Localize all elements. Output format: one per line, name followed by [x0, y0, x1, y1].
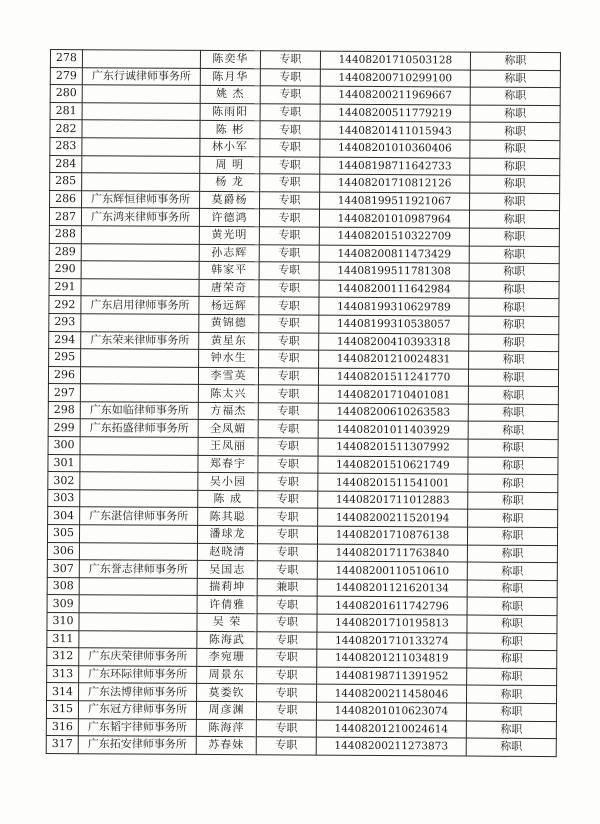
row-number: 309: [47, 595, 79, 613]
license-number: 14408200110510610: [317, 561, 467, 580]
assessment-result: 称职: [468, 509, 558, 527]
employment-type: 专职: [259, 297, 319, 315]
employment-type: 专职: [259, 280, 319, 298]
law-firm-name: [81, 226, 199, 244]
license-number: 14408200710299100: [320, 69, 470, 88]
employment-type: 兼职: [257, 579, 317, 597]
lawyer-name: 钟水生: [199, 350, 259, 368]
row-number: 314: [47, 683, 79, 701]
assessment-result: 称职: [467, 527, 557, 545]
license-number: 14408201211034819: [317, 649, 467, 668]
license-number: 14408199511781308: [319, 262, 469, 281]
license-number: 14408198711391952: [317, 667, 467, 686]
license-number: 14408201121620134: [317, 579, 467, 598]
law-firm-name: [81, 314, 199, 332]
lawyer-name: 赵晓清: [197, 543, 257, 561]
assessment-result: 称职: [467, 615, 557, 633]
row-number: 299: [48, 419, 80, 437]
license-number: 14408201010623074: [316, 702, 466, 721]
law-firm-name: 广东荣来律师事务所: [81, 331, 199, 349]
lawyer-name: 陈月华: [200, 68, 260, 86]
license-number: 14408198711642733: [320, 157, 470, 176]
employment-type: 专职: [257, 614, 317, 632]
assessment-result: 称职: [469, 281, 559, 299]
assessment-result: 称职: [467, 685, 557, 703]
row-number: 278: [50, 50, 82, 68]
employment-type: 专职: [258, 473, 318, 491]
license-number: 14408201510322709: [319, 227, 469, 246]
license-number: 14408200211969667: [320, 86, 470, 105]
license-number: 14408201710876138: [317, 526, 467, 545]
lawyer-name: 孙志辉: [199, 244, 259, 262]
row-number: 304: [48, 507, 80, 525]
row-number: 307: [47, 560, 79, 578]
row-number: 297: [48, 384, 80, 402]
employment-type: 专职: [258, 491, 318, 509]
employment-type: 专职: [256, 719, 316, 737]
row-number: 298: [48, 401, 80, 419]
license-number: 14408200511779219: [320, 104, 470, 123]
law-firm-name: [79, 613, 197, 631]
assessment-result: 称职: [469, 316, 559, 334]
law-firm-name: [79, 595, 197, 613]
row-number: 301: [48, 454, 80, 472]
law-firm-name: [81, 349, 199, 367]
lawyer-name: 莫爵杨: [200, 191, 260, 209]
law-firm-name: [80, 366, 198, 384]
lawyer-name: 揣莉坤: [197, 578, 257, 596]
table-body: [46, 50, 560, 757]
assessment-result: 称职: [468, 404, 558, 422]
lawyer-name: 陈海武: [197, 631, 257, 649]
law-firm-name: [82, 102, 200, 120]
assessment-result: 称职: [468, 369, 558, 387]
employment-type: 专职: [257, 526, 317, 544]
assessment-result: 称职: [470, 140, 560, 158]
license-number: 14408200610263583: [318, 403, 468, 422]
lawyer-roster-sheet: [46, 49, 561, 757]
assessment-result: 称职: [469, 298, 559, 316]
employment-type: 专职: [260, 68, 320, 86]
law-firm-name: 广东启用律师事务所: [81, 296, 199, 314]
row-number: 282: [50, 120, 82, 138]
row-number: 310: [47, 612, 79, 630]
employment-type: 专职: [257, 543, 317, 561]
lawyer-name: 韩家平: [199, 262, 259, 280]
employment-type: 专职: [257, 561, 317, 579]
law-firm-name: [79, 578, 197, 596]
employment-type: 专职: [258, 367, 318, 385]
assessment-result: 称职: [470, 105, 560, 123]
assessment-result: 称职: [469, 228, 559, 246]
license-number: 14408201010987964: [319, 209, 469, 228]
employment-type: 专职: [259, 209, 319, 227]
law-firm-name: 广东行诚律师事务所: [82, 67, 200, 85]
employment-type: 专职: [257, 649, 317, 667]
row-number: 302: [48, 472, 80, 490]
license-number: 14408201511307992: [318, 438, 468, 457]
employment-type: 专职: [256, 737, 316, 755]
assessment-result: 称职: [468, 439, 558, 457]
assessment-result: 称职: [468, 474, 558, 492]
law-firm-name: 广东环际律师事务所: [79, 665, 197, 683]
assessment-result: 称职: [467, 580, 557, 598]
license-number: 14408200211273873: [316, 737, 466, 756]
law-firm-name: 广东辉恒律师事务所: [82, 190, 200, 208]
license-number: 14408199310629789: [319, 297, 469, 316]
law-firm-name: [80, 384, 198, 402]
row-number: 295: [49, 349, 81, 367]
license-number: 14408200211458046: [317, 685, 467, 704]
assessment-result: 称职: [468, 386, 558, 404]
law-firm-name: [81, 243, 199, 261]
employment-type: 专职: [260, 174, 320, 192]
lawyer-name: 李宛珊: [197, 649, 257, 667]
law-firm-name: 广东拓盛律师事务所: [80, 419, 198, 437]
license-number: 14408200811473429: [319, 245, 469, 264]
license-number: 14408201511541001: [318, 473, 468, 492]
law-firm-name: [82, 173, 200, 191]
row-number: 290: [49, 261, 81, 279]
law-firm-name: [82, 50, 200, 68]
license-number: 14408201411015943: [320, 122, 470, 141]
row-number: 293: [49, 313, 81, 331]
lawyer-name: 吴小园: [198, 473, 258, 491]
employment-type: 专职: [257, 596, 317, 614]
assessment-result: 称职: [466, 721, 556, 739]
lawyer-name: 黄星东: [199, 332, 259, 350]
employment-type: 专职: [259, 244, 319, 262]
law-firm-name: [80, 437, 198, 455]
lawyer-name: 杨 龙: [200, 174, 260, 192]
law-firm-name: [80, 472, 198, 490]
license-number: 14408199310538057: [319, 315, 469, 334]
row-number: 288: [49, 225, 81, 243]
row-number: 287: [49, 208, 81, 226]
lawyer-name: 潘球龙: [197, 525, 257, 543]
assessment-result: 称职: [470, 175, 560, 193]
row-number: 296: [48, 366, 80, 384]
employment-type: 专职: [260, 121, 320, 139]
row-number: 305: [47, 525, 79, 543]
lawyer-name: 黄锦德: [199, 314, 259, 332]
law-firm-name: [79, 525, 197, 543]
lawyer-name: 吴国志: [197, 561, 257, 579]
assessment-result: 称职: [467, 668, 557, 686]
license-number: 14408201011403929: [318, 421, 468, 440]
assessment-result: 称职: [470, 158, 560, 176]
law-firm-name: [79, 542, 197, 560]
row-number: 286: [50, 190, 82, 208]
employment-type: 专职: [260, 192, 320, 210]
lawyer-name: 全凤媚: [198, 420, 258, 438]
law-firm-name: 广东如临律师事务所: [80, 402, 198, 420]
employment-type: 专职: [260, 104, 320, 122]
employment-type: 专职: [259, 262, 319, 280]
lawyer-name: 姚 杰: [200, 86, 260, 104]
license-number: 14408201711763840: [317, 544, 467, 563]
row-number: 300: [48, 437, 80, 455]
employment-type: 专职: [259, 332, 319, 350]
lawyer-name: 王凤丽: [198, 437, 258, 455]
row-number: 285: [50, 173, 82, 191]
assessment-result: 称职: [469, 351, 559, 369]
employment-type: 专职: [257, 667, 317, 685]
row-number: 291: [49, 278, 81, 296]
law-firm-name: 广东韬宇律师事务所: [78, 718, 196, 736]
lawyer-name: 陈其聪: [198, 508, 258, 526]
law-firm-name: [79, 630, 197, 648]
law-firm-name: [82, 85, 200, 103]
lawyer-name: 吴 荣: [197, 613, 257, 631]
assessment-result: 称职: [467, 562, 557, 580]
assessment-result: 称职: [470, 87, 560, 105]
employment-type: 专职: [260, 86, 320, 104]
assessment-result: 称职: [467, 650, 557, 668]
employment-type: 专职: [259, 350, 319, 368]
lawyer-name: 杨远辉: [199, 297, 259, 315]
assessment-result: 称职: [467, 597, 557, 615]
license-number: 14408199511921067: [320, 192, 470, 211]
license-number: 14408201511241770: [318, 368, 468, 387]
license-number: 14408201611742796: [317, 597, 467, 616]
law-firm-name: [80, 490, 198, 508]
assessment-result: 称职: [469, 263, 559, 281]
law-firm-name: 广东湛信律师事务所: [80, 507, 198, 525]
lawyer-name: 郑春宇: [198, 455, 258, 473]
employment-type: 专职: [260, 139, 320, 157]
law-firm-name: [81, 278, 199, 296]
license-number: 14408201210024831: [319, 350, 469, 369]
license-number: 14408201710812126: [320, 174, 470, 193]
lawyer-name: 苏春妹: [196, 737, 256, 755]
law-firm-name: 广东庆荣律师事务所: [79, 648, 197, 666]
law-firm-name: [81, 261, 199, 279]
law-firm-name: 广东鸿来律师事务所: [81, 208, 199, 226]
lawyer-name: 唐荣奇: [199, 279, 259, 297]
law-firm-name: [82, 138, 200, 156]
row-number: 279: [50, 67, 82, 85]
employment-type: 专职: [258, 508, 318, 526]
lawyer-name: 方福杰: [198, 402, 258, 420]
assessment-result: 称职: [469, 210, 559, 228]
row-number: 315: [46, 700, 78, 718]
lawyer-roster-table: [46, 49, 561, 757]
row-number: 289: [49, 243, 81, 261]
assessment-result: 称职: [467, 545, 557, 563]
employment-type: 专职: [258, 438, 318, 456]
license-number: 14408201710503128: [320, 51, 470, 70]
row-number: 292: [49, 296, 81, 314]
lawyer-name: 陈太兴: [198, 385, 258, 403]
employment-type: 专职: [260, 51, 320, 69]
assessment-result: 称职: [469, 246, 559, 264]
lawyer-name: 周彦渊: [196, 701, 256, 719]
row-number: 312: [47, 648, 79, 666]
employment-type: 专职: [259, 227, 319, 245]
employment-type: 专职: [258, 403, 318, 421]
row-number: 306: [47, 542, 79, 560]
license-number: 14408201510621749: [318, 456, 468, 475]
law-firm-name: 广东拓安律师事务所: [78, 736, 196, 754]
law-firm-name: [82, 155, 200, 173]
assessment-result: 称职: [470, 52, 560, 70]
lawyer-name: 周 明: [200, 156, 260, 174]
row-number: 313: [47, 665, 79, 683]
license-number: 14408201010360406: [320, 139, 470, 158]
row-number: 294: [49, 331, 81, 349]
lawyer-name: 黄光明: [199, 226, 259, 244]
lawyer-name: 陈 成: [198, 490, 258, 508]
license-number: 14408200211520194: [318, 509, 468, 528]
law-firm-name: 广东法博律师事务所: [79, 683, 197, 701]
law-firm-name: 广东冠方律师事务所: [78, 701, 196, 719]
lawyer-name: 李雪英: [198, 367, 258, 385]
employment-type: 专职: [258, 385, 318, 403]
lawyer-name: 陈雨阳: [200, 103, 260, 121]
lawyer-name: 许倩雅: [197, 596, 257, 614]
row-number: 284: [50, 155, 82, 173]
row-number: 303: [48, 489, 80, 507]
employment-type: 专职: [257, 631, 317, 649]
employment-type: 专职: [259, 315, 319, 333]
employment-type: 专职: [258, 420, 318, 438]
row-number: 280: [50, 85, 82, 103]
employment-type: 专职: [256, 702, 316, 720]
assessment-result: 称职: [467, 633, 557, 651]
lawyer-name: 陈海萍: [196, 719, 256, 737]
lawyer-name: 陈 彬: [200, 121, 260, 139]
row-number: 308: [47, 577, 79, 595]
row-number: 281: [50, 102, 82, 120]
row-number: 311: [47, 630, 79, 648]
employment-type: 专职: [257, 684, 317, 702]
assessment-result: 称职: [466, 703, 556, 721]
assessment-result: 称职: [470, 193, 560, 211]
lawyer-name: 林小军: [200, 138, 260, 156]
license-number: 14408200111642984: [319, 280, 469, 299]
lawyer-name: 莫娄钦: [197, 684, 257, 702]
license-number: 14408201710195813: [317, 614, 467, 633]
assessment-result: 称职: [468, 422, 558, 440]
license-number: 14408200410393318: [319, 333, 469, 352]
row-number: 317: [46, 736, 78, 754]
law-firm-name: [80, 454, 198, 472]
assessment-result: 称职: [468, 492, 558, 510]
employment-type: 专职: [260, 156, 320, 174]
lawyer-name: 周景东: [197, 666, 257, 684]
law-firm-name: [82, 120, 200, 138]
table-row: [46, 736, 556, 757]
license-number: 14408201710133274: [317, 632, 467, 651]
law-firm-name: 广东誉志律师事务所: [79, 560, 197, 578]
lawyer-name: 陈奕华: [200, 50, 260, 68]
license-number: 14408201210024614: [316, 720, 466, 739]
row-number: 283: [50, 137, 82, 155]
row-number: 316: [46, 718, 78, 736]
assessment-result: 称职: [468, 457, 558, 475]
employment-type: 专职: [258, 455, 318, 473]
assessment-result: 称职: [469, 334, 559, 352]
license-number: 14408201710401081: [318, 385, 468, 404]
lawyer-name: 许德鸿: [199, 209, 259, 227]
assessment-result: 称职: [470, 122, 560, 140]
license-number: 14408201711012883: [318, 491, 468, 510]
assessment-result: 称职: [470, 70, 560, 88]
assessment-result: 称职: [466, 738, 556, 756]
